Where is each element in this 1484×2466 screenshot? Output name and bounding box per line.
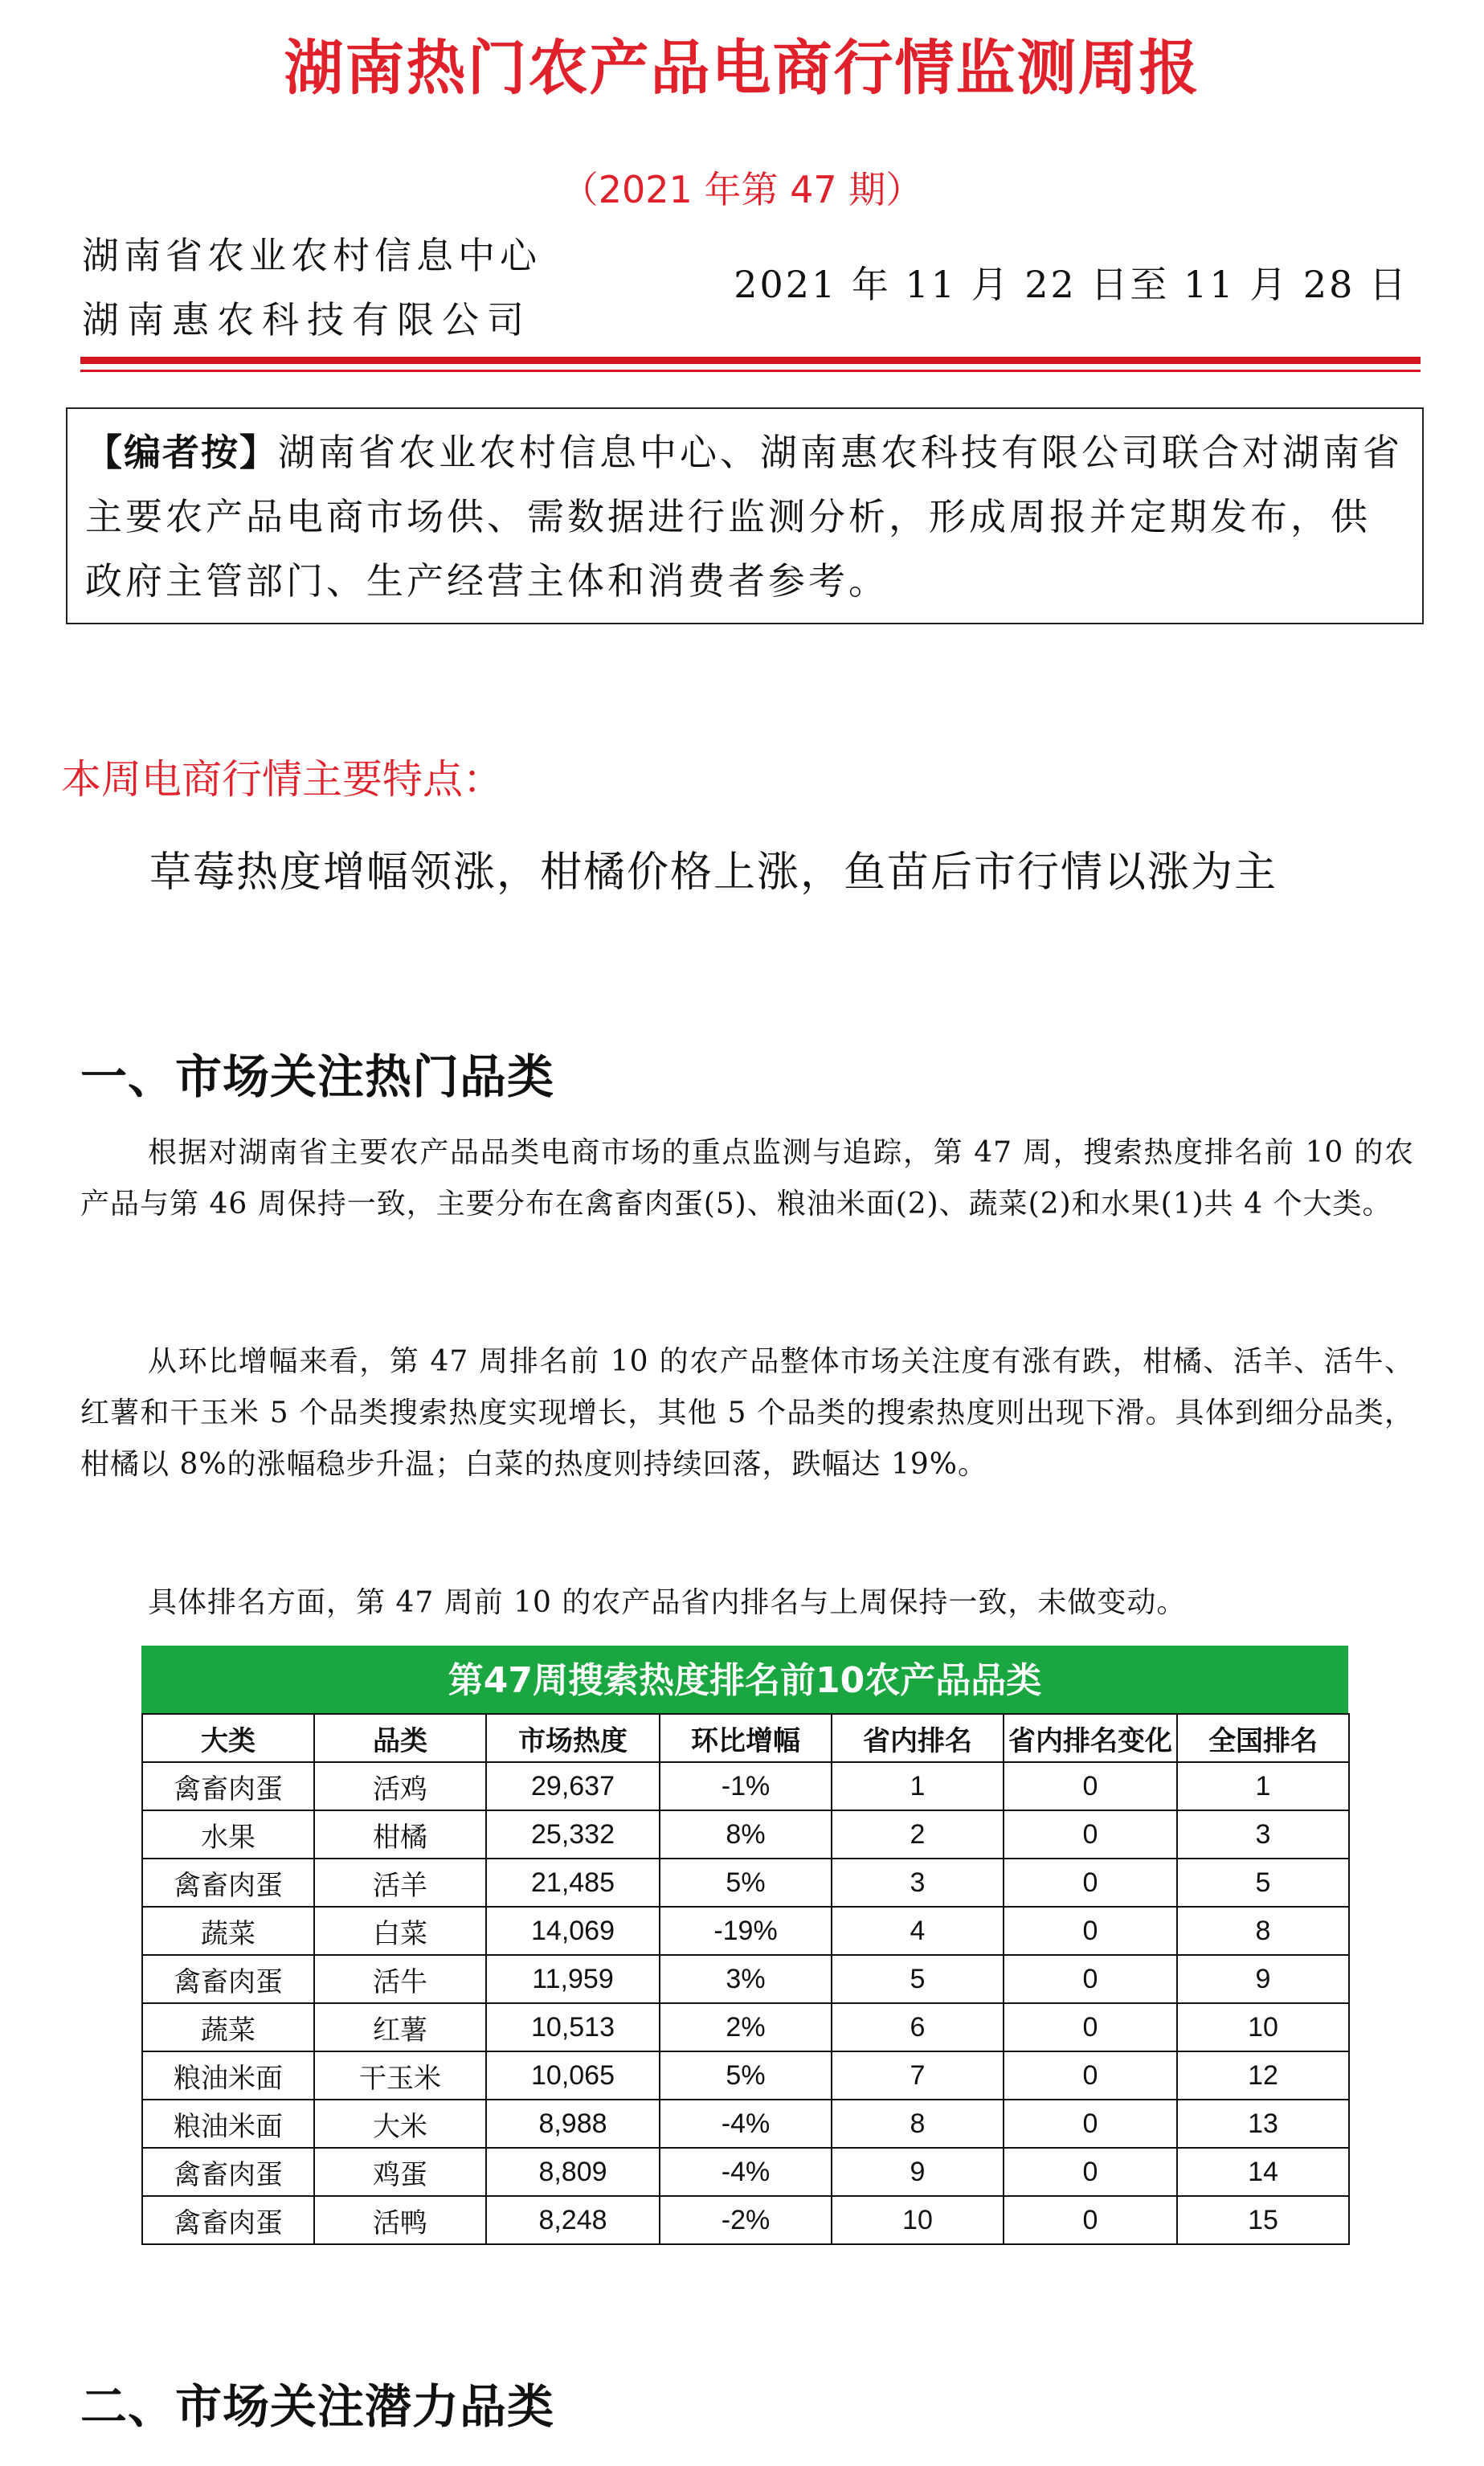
cell-category: 水果 [142,1810,314,1859]
section-1-paragraph-2: 从环比增幅来看，第 47 周排名前 10 的农产品整体市场关注度有涨有跌，柑橘、活羊、活牛、红薯和干玉米 5 个品类搜索热度实现增长，其他 5 个品类的搜索热度则出现下滑。具体到细分品类，柑橘以 8%的涨幅稳步升温；白菜的热度则持续回落，跌幅达 19%。 [80,1345,1414,1481]
cell-category: 禽畜肉蛋 [142,2148,314,2196]
cell-province-rank-change: 0 [1004,2100,1177,2148]
cell-product: 大米 [314,2100,486,2148]
cell-province-rank: 4 [832,1907,1004,1955]
section-1-heading: 一、市场关注热门品类 [80,1049,555,1104]
ranking-table-container [141,1646,1348,2245]
cell-market-heat: 8,809 [486,2148,660,2196]
header-wow-change: 环比增幅 [660,1714,832,1762]
table-row [142,1810,1349,1859]
cell-province-rank: 3 [832,1859,1004,1907]
header-province-rank-change: 省内排名变化 [1004,1714,1177,1762]
cell-product: 白菜 [314,1907,486,1955]
cell-national-rank: 8 [1177,1907,1349,1955]
cell-category: 禽畜肉蛋 [142,1762,314,1810]
cell-province-rank-change: 0 [1004,1762,1177,1810]
cell-province-rank-change: 0 [1004,2148,1177,2196]
issue-number: （2021 年第 47 期） [561,168,923,211]
cell-wow-change: -4% [660,2100,832,2148]
cell-national-rank: 1 [1177,1762,1349,1810]
cell-product: 活鸭 [314,2196,486,2244]
cell-national-rank: 3 [1177,1810,1349,1859]
section-1-paragraph-1: 根据对湖南省主要农产品品类电商市场的重点监测与追踪，第 47 周，搜索热度排名前 10 的农产品与第 46 周保持一致，主要分布在禽畜肉蛋(5)、粮油米面(2)、蔬菜(2)和水果(1)共 4 个大类。 [80,1136,1414,1221]
features-heading: 本周电商行情主要特点： [61,756,503,803]
cell-product: 红薯 [314,2003,486,2051]
header-rule-thin [80,370,1421,372]
cell-market-heat: 29,637 [486,1762,660,1810]
cell-product: 活牛 [314,1955,486,2003]
cell-wow-change: 3% [660,1955,832,2003]
cell-market-heat: 25,332 [486,1810,660,1859]
table-row [142,2051,1349,2100]
section-2-heading: 二、市场关注潜力品类 [80,2379,555,2434]
cell-wow-change: 2% [660,2003,832,2051]
cell-product: 鸡蛋 [314,2148,486,2196]
section-1-paragraph-3: 具体排名方面，第 47 周前 10 的农产品省内排名与上周保持一致，未做变动。 [148,1586,1187,1619]
cell-category: 蔬菜 [142,1907,314,1955]
cell-category: 禽畜肉蛋 [142,1955,314,2003]
ranking-table [141,1713,1350,2245]
cell-national-rank: 15 [1177,2196,1349,2244]
table-row [142,1859,1349,1907]
cell-category: 蔬菜 [142,2003,314,2051]
header-product: 品类 [314,1714,486,1762]
header-province-rank: 省内排名 [832,1714,1004,1762]
cell-province-rank: 1 [832,1762,1004,1810]
header-market-heat: 市场热度 [486,1714,660,1762]
cell-province-rank-change: 0 [1004,1810,1177,1859]
header-national-rank: 全国排名 [1177,1714,1349,1762]
cell-province-rank: 2 [832,1810,1004,1859]
table-row [142,2148,1349,2196]
cell-wow-change: 5% [660,1859,832,1907]
cell-wow-change: -2% [660,2196,832,2244]
features-summary: 草莓热度增幅领涨，柑橘价格上涨，鱼苗后市行情以涨为主 [149,849,1278,897]
header-rule-thick [80,357,1421,364]
table-row [142,2196,1349,2244]
cell-wow-change: 8% [660,1810,832,1859]
cell-market-heat: 21,485 [486,1859,660,1907]
report-title: 湖南热门农产品电商行情监测周报 [284,34,1200,103]
ranking-table-title: 第47周搜索热度排名前10农产品品类 [141,1646,1348,1713]
cell-product: 柑橘 [314,1810,486,1859]
cell-product: 活鸡 [314,1762,486,1810]
cell-product: 干玉米 [314,2051,486,2100]
cell-province-rank-change: 0 [1004,2003,1177,2051]
cell-market-heat: 8,248 [486,2196,660,2244]
cell-province-rank: 6 [832,2003,1004,2051]
table-row [142,1907,1349,1955]
cell-province-rank: 9 [832,2148,1004,2196]
cell-national-rank: 9 [1177,1955,1349,2003]
cell-category: 禽畜肉蛋 [142,2196,314,2244]
cell-market-heat: 10,513 [486,2003,660,2051]
cell-market-heat: 8,988 [486,2100,660,2148]
cell-national-rank: 12 [1177,2051,1349,2100]
cell-national-rank: 14 [1177,2148,1349,2196]
publisher-line-2: 湖南惠农科技有限公司 [82,298,532,341]
editor-note-box [66,407,1424,624]
cell-market-heat: 11,959 [486,1955,660,2003]
cell-province-rank-change: 0 [1004,1859,1177,1907]
cell-category: 粮油米面 [142,2051,314,2100]
cell-national-rank: 5 [1177,1859,1349,1907]
ranking-table-body [142,1762,1349,2244]
header-category: 大类 [142,1714,314,1762]
cell-province-rank-change: 0 [1004,1955,1177,2003]
cell-province-rank: 10 [832,2196,1004,2244]
editor-note-label: 【编者按】 [85,431,278,474]
editor-note-text: 湖南省农业农村信息中心、湖南惠农科技有限公司联合对湖南省主要农产品电商市场供、需数据进行监测分析，形成周报并定期发布，供政府主管部门、生产经营主体和消费者参考。 [85,431,1403,603]
cell-national-rank: 10 [1177,2003,1349,2051]
table-row [142,2003,1349,2051]
table-row [142,1955,1349,2003]
cell-category: 粮油米面 [142,2100,314,2148]
cell-market-heat: 10,065 [486,2051,660,2100]
cell-province-rank-change: 0 [1004,1907,1177,1955]
cell-product: 活羊 [314,1859,486,1907]
cell-wow-change: -19% [660,1907,832,1955]
cell-wow-change: -1% [660,1762,832,1810]
cell-market-heat: 14,069 [486,1907,660,1955]
cell-wow-change: -4% [660,2148,832,2196]
cell-wow-change: 5% [660,2051,832,2100]
date-range: 2021 年 11 月 22 日至 11 月 28 日 [734,263,1408,306]
cell-province-rank: 7 [832,2051,1004,2100]
cell-province-rank-change: 0 [1004,2196,1177,2244]
table-row [142,2100,1349,2148]
table-row [142,1762,1349,1810]
publisher-line-1: 湖南省农业农村信息中心 [82,234,542,277]
cell-province-rank: 8 [832,2100,1004,2148]
cell-province-rank-change: 0 [1004,2051,1177,2100]
table-header-row [142,1714,1349,1762]
cell-category: 禽畜肉蛋 [142,1859,314,1907]
cell-province-rank: 5 [832,1955,1004,2003]
cell-national-rank: 13 [1177,2100,1349,2148]
